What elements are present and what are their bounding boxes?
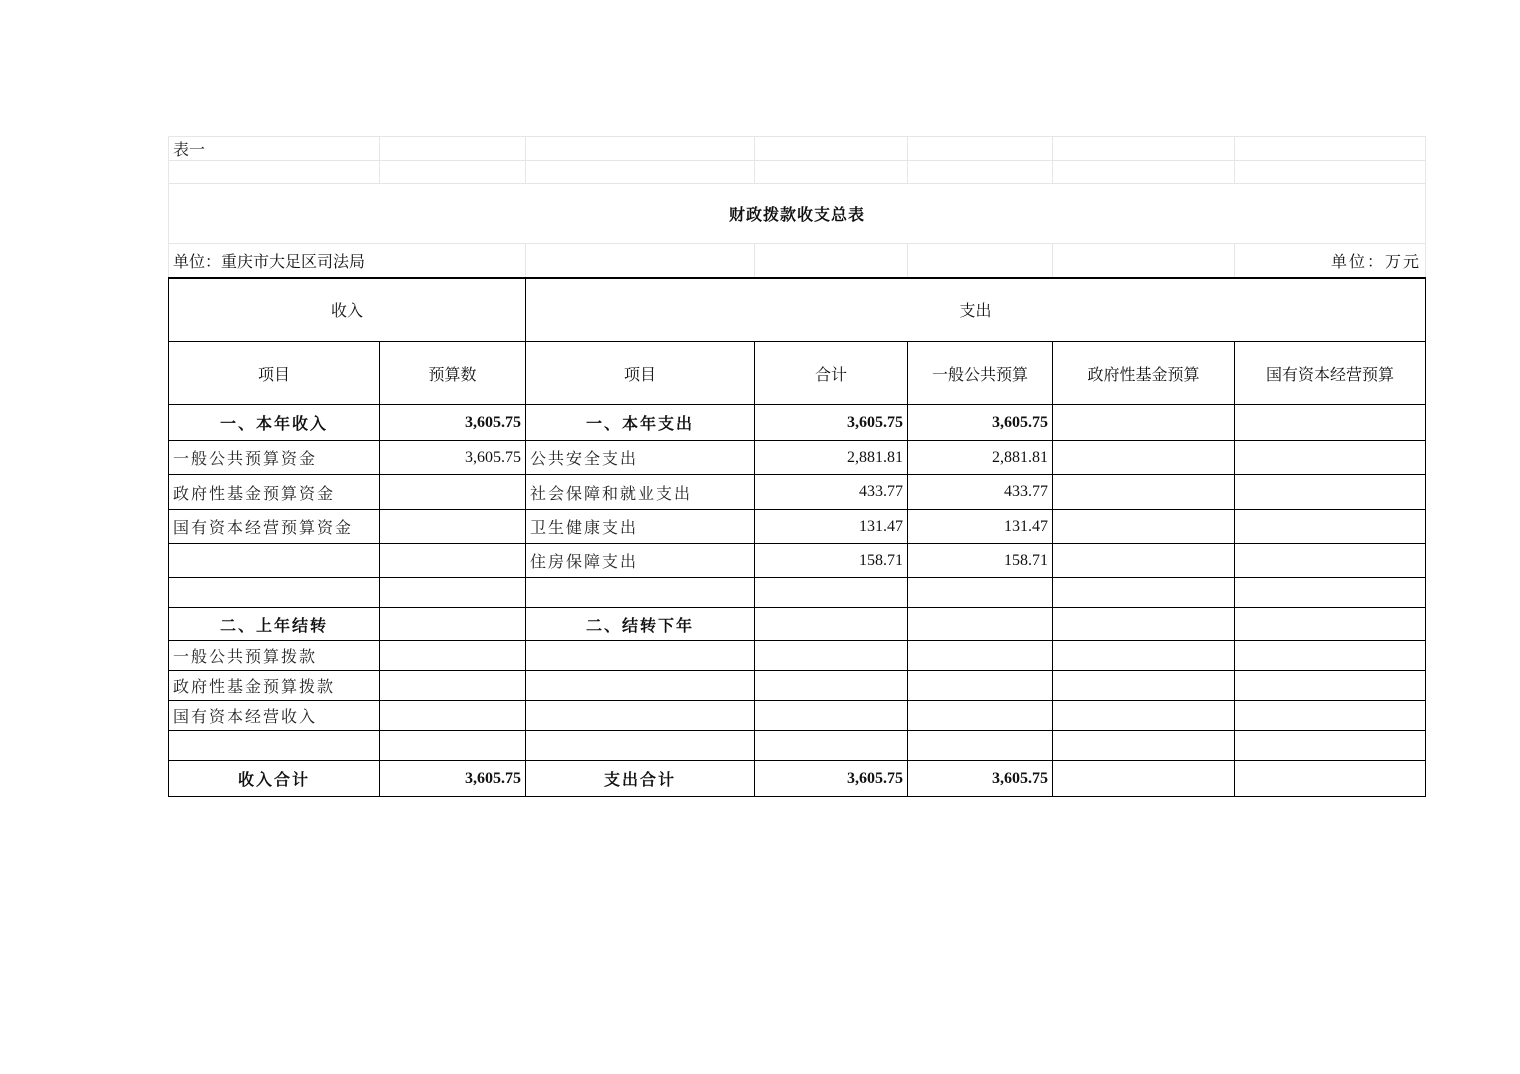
expense-total: 3,605.75 bbox=[755, 405, 908, 441]
table-row bbox=[169, 701, 1426, 731]
expense-item bbox=[526, 671, 755, 701]
expense-item bbox=[526, 578, 755, 608]
expense-general bbox=[908, 731, 1053, 761]
income-total-amount: 3,605.75 bbox=[380, 761, 526, 797]
unit-currency: 单位：万元 bbox=[1235, 244, 1426, 278]
page-title: 财政拨款收支总表 bbox=[169, 184, 1426, 244]
expense-general bbox=[908, 578, 1053, 608]
income-amount bbox=[380, 701, 526, 731]
expense-total-amount: 3,605.75 bbox=[755, 761, 908, 797]
expense-fund bbox=[1053, 441, 1235, 475]
expense-fund bbox=[1053, 405, 1235, 441]
expense-general-total: 3,605.75 bbox=[908, 761, 1053, 797]
expense-item bbox=[526, 641, 755, 671]
expense-capital bbox=[1235, 405, 1426, 441]
col-budget-amount: 预算数 bbox=[380, 342, 526, 405]
expense-total bbox=[755, 731, 908, 761]
expense-fund bbox=[1053, 475, 1235, 510]
income-amount bbox=[380, 608, 526, 641]
col-expense-item: 项目 bbox=[526, 342, 755, 405]
expense-general bbox=[908, 641, 1053, 671]
income-item: 一般公共预算拨款 bbox=[169, 641, 380, 671]
income-total-label: 收入合计 bbox=[169, 761, 380, 797]
expense-capital bbox=[1235, 701, 1426, 731]
col-income-item: 项目 bbox=[169, 342, 380, 405]
income-amount bbox=[380, 475, 526, 510]
expense-capital-total bbox=[1235, 761, 1426, 797]
expense-fund bbox=[1053, 671, 1235, 701]
title-row bbox=[169, 184, 1426, 244]
column-header-row bbox=[169, 342, 1426, 405]
col-general-public: 一般公共预算 bbox=[908, 342, 1053, 405]
income-item: 国有资本经营预算资金 bbox=[169, 510, 380, 544]
expense-capital bbox=[1235, 441, 1426, 475]
expense-item bbox=[526, 701, 755, 731]
income-amount bbox=[380, 641, 526, 671]
expense-general bbox=[908, 671, 1053, 701]
expense-general: 158.71 bbox=[908, 544, 1053, 578]
expense-total bbox=[755, 578, 908, 608]
expense-total bbox=[755, 701, 908, 731]
table-row bbox=[169, 731, 1426, 761]
expense-total: 433.77 bbox=[755, 475, 908, 510]
expense-fund bbox=[1053, 578, 1235, 608]
expense-total: 131.47 bbox=[755, 510, 908, 544]
table-row bbox=[169, 671, 1426, 701]
expense-header: 支出 bbox=[526, 278, 1426, 342]
table-row bbox=[169, 608, 1426, 641]
income-amount bbox=[380, 510, 526, 544]
expense-item: 二、结转下年 bbox=[526, 608, 755, 641]
col-state-capital: 国有资本经营预算 bbox=[1235, 342, 1426, 405]
income-item: 一、本年收入 bbox=[169, 405, 380, 441]
table-row bbox=[169, 578, 1426, 608]
expense-fund bbox=[1053, 608, 1235, 641]
expense-fund bbox=[1053, 510, 1235, 544]
income-amount: 3,605.75 bbox=[380, 441, 526, 475]
spacer-row bbox=[169, 161, 1426, 184]
expense-item: 卫生健康支出 bbox=[526, 510, 755, 544]
expense-total bbox=[755, 608, 908, 641]
expense-item: 公共安全支出 bbox=[526, 441, 755, 475]
expense-item: 社会保障和就业支出 bbox=[526, 475, 755, 510]
expense-total-label: 支出合计 bbox=[526, 761, 755, 797]
income-item: 一般公共预算资金 bbox=[169, 441, 380, 475]
expense-capital bbox=[1235, 510, 1426, 544]
budget-table bbox=[168, 136, 1426, 797]
unit-row bbox=[169, 244, 1426, 278]
expense-item bbox=[526, 731, 755, 761]
income-amount bbox=[380, 544, 526, 578]
expense-fund-total bbox=[1053, 761, 1235, 797]
expense-total bbox=[755, 641, 908, 671]
expense-total bbox=[755, 671, 908, 701]
income-item bbox=[169, 544, 380, 578]
table-row bbox=[169, 544, 1426, 578]
expense-general: 131.47 bbox=[908, 510, 1053, 544]
section-header-row bbox=[169, 278, 1426, 342]
income-item: 二、上年结转 bbox=[169, 608, 380, 641]
table-row bbox=[169, 475, 1426, 510]
table-number-row bbox=[169, 137, 1426, 161]
expense-capital bbox=[1235, 578, 1426, 608]
income-header: 收入 bbox=[169, 278, 526, 342]
expense-general: 3,605.75 bbox=[908, 405, 1053, 441]
expense-fund bbox=[1053, 731, 1235, 761]
unit-organization: 单位：重庆市大足区司法局 bbox=[169, 244, 526, 278]
expense-general bbox=[908, 608, 1053, 641]
table-row bbox=[169, 405, 1426, 441]
expense-capital bbox=[1235, 671, 1426, 701]
table-row bbox=[169, 641, 1426, 671]
expense-fund bbox=[1053, 701, 1235, 731]
col-total: 合计 bbox=[755, 342, 908, 405]
expense-general bbox=[908, 701, 1053, 731]
totals-row bbox=[169, 761, 1426, 797]
expense-item: 一、本年支出 bbox=[526, 405, 755, 441]
income-amount bbox=[380, 731, 526, 761]
income-item: 国有资本经营收入 bbox=[169, 701, 380, 731]
expense-fund bbox=[1053, 641, 1235, 671]
table-row bbox=[169, 441, 1426, 475]
expense-capital bbox=[1235, 475, 1426, 510]
expense-capital bbox=[1235, 544, 1426, 578]
budget-sheet bbox=[168, 136, 1425, 797]
income-item: 政府性基金预算资金 bbox=[169, 475, 380, 510]
income-item: 政府性基金预算拨款 bbox=[169, 671, 380, 701]
expense-general: 2,881.81 bbox=[908, 441, 1053, 475]
table-row bbox=[169, 510, 1426, 544]
expense-item: 住房保障支出 bbox=[526, 544, 755, 578]
income-amount bbox=[380, 578, 526, 608]
expense-capital bbox=[1235, 641, 1426, 671]
expense-total: 158.71 bbox=[755, 544, 908, 578]
income-item bbox=[169, 578, 380, 608]
table-number: 表一 bbox=[169, 137, 380, 161]
expense-capital bbox=[1235, 608, 1426, 641]
col-gov-fund: 政府性基金预算 bbox=[1053, 342, 1235, 405]
income-amount: 3,605.75 bbox=[380, 405, 526, 441]
income-item bbox=[169, 731, 380, 761]
expense-total: 2,881.81 bbox=[755, 441, 908, 475]
expense-capital bbox=[1235, 731, 1426, 761]
expense-fund bbox=[1053, 544, 1235, 578]
expense-general: 433.77 bbox=[908, 475, 1053, 510]
income-amount bbox=[380, 671, 526, 701]
